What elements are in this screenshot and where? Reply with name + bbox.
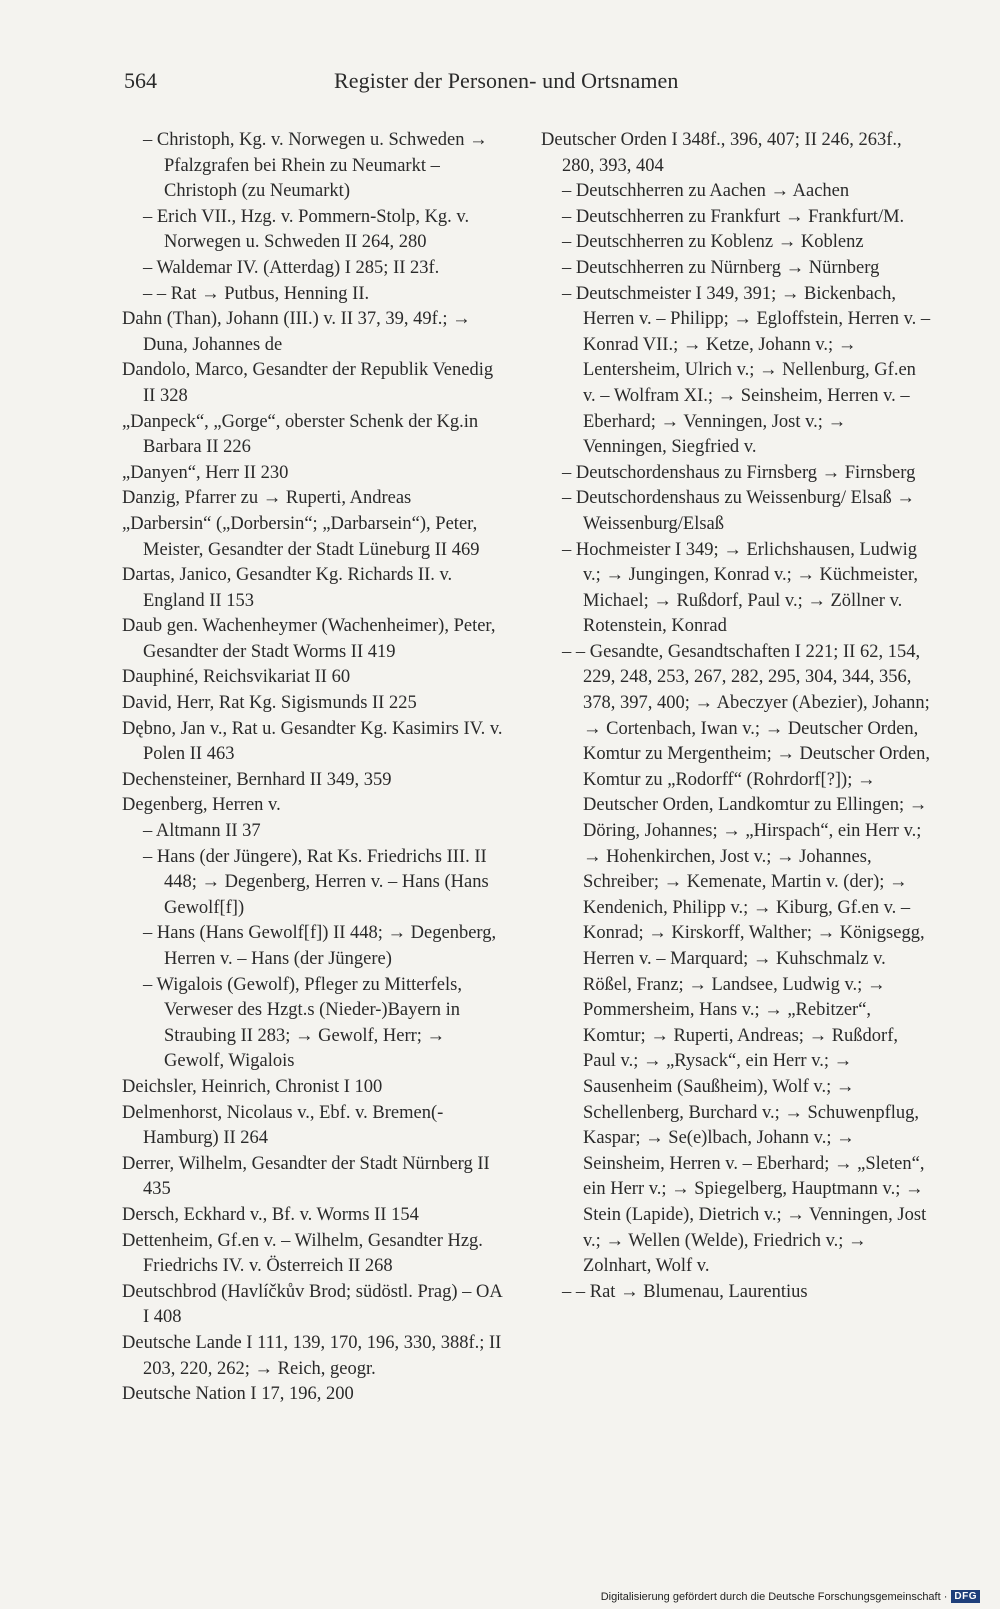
index-entry: – Christoph, Kg. v. Norwegen u. Schweden → Pfalzgrafen bei Rhein zu Neumarkt – Christoph (zu Neumarkt) [143,130,488,202]
index-entry: – Deutschmeister I 349, 391; → Bickenbach, Herren v. – Philipp; → Egloffstein, Herren v. – Konrad VII.; → Ketze, Johann v.; → Lentersheim, Ulrich v.; → Nellenburg, Gf.en v. – Wolfram XI.; → Seinsheim, Herren v. – Eberhard; → Venningen, Jost v.; → Venningen, Siegfried v. [562,283,931,458]
index-entry: Danzig, Pfarrer zu → Ruperti, Andreas [122,488,412,509]
index-entry: Deutsche Lande I 111, 139, 170, 196, 330, 388f.; II 203, 220, 262; → Reich, geogr. [122,1332,502,1379]
index-entry: David, Herr, Rat Kg. Sigismunds II 225 [122,693,417,714]
index-entry: Deutschbrod (Havlíčkův Brod; südöstl. Prag) – OA I 408 [122,1281,502,1328]
index-entry: Degenberg, Herren v. [122,795,281,816]
footer [601,1590,980,1603]
index-entry: Dahn (Than), Johann (III.) v. II 37, 39, 49f.; → Duna, Johannes de [122,309,471,355]
index-entry: – Deutschordenshaus zu Weissenburg/ Elsaß → Weissenburg/Elsaß [562,488,915,534]
index-entry: – Erich VII., Hzg. v. Pommern-Stolp, Kg. v. Norwegen u. Schweden II 264, 280 [143,206,470,253]
index-entry: Daub gen. Wachenheymer (Wachenheimer), Peter, Gesandter der Stadt Worms II 419 [122,616,496,662]
index-entry: Dersch, Eckhard v., Bf. v. Worms II 154 [122,1204,419,1225]
index-entry: „Darbersin“ („Dorbersin“; „Darbarsein“), Peter, Meister, Gesandter der Stadt Lüneburg II 469 [122,513,480,560]
index-entry: – – Gesandte, Gesandtschaften I 221; II 62, 154, 229, 248, 253, 267, 282, 295, 304, 344, 356, 378, 397, 400; → Abeczyer (Abezier), Johann; → Cortenbach, Iwan v.; → Deutscher Orden, Komtur zu Mergentheim; → Deutscher Orden, Komtur zu „Rodorff“ (Rohrdorf[?]); → Deutscher Orden, Landkomtur zu Ellingen; → Döring, Johannes; → „Hirspach“, ein Herr v.; → Hohenkirchen, Jost v.; → Johannes, Schreiber; → Kemenate, Martin v. (der); → Kendenich, Philipp v.; → Kiburg, Gf.en v. – Konrad; → Kirskorff, Walther; → Königsegg, Herren v. – Marquard; → Kuhschmalz v. Rößel, Franz; → Landsee, Ludwig v.; → Pommersheim, Hans v.; → „Rebitzer“, Komtur; → Ruperti, Andreas; → Rußdorf, Paul v.; → „Rysack“, ein Herr v.; → Sausenheim (Saußheim), Wolf v.; → Schellenberg, Burchard v.; → Schuwenpflug, Kaspar; → Se(e)lbach, Johann v.; → Seinsheim, Herren v. – Eberhard; → „Sleten“, ein Herr v.; → Spiegelberg, Hauptmann v.; → Stein (Lapide), Dietrich v.; → Venningen, Jost v.; → Wellen (Welde), Friedrich v.; → Zolnhart, Wolf v. [562,641,930,1277]
index-entry: „Danyen“, Herr II 230 [122,462,289,483]
index-entry: – Wigalois (Gewolf), Pfleger zu Mitterfels, Verweser des Hzgt.s (Nieder-)Bayern in Straubing II 283; → Gewolf, Herr; → Gewolf, Wigalois [143,974,462,1072]
index-entry: – – Rat → Blumenau, Laurentius [562,1281,808,1302]
footer-text: Digitalisierung gefördert durch die Deutsche Forschungsgemeinschaft · [600,1590,948,1603]
running-title: Register der Personen- und Ortsnamen [334,68,679,93]
index-entry: Deutsche Nation I 17, 196, 200 [122,1384,354,1405]
index-entry: Deutscher Orden I 348f., 396, 407; II 246, 263f., 280, 393, 404 [541,130,902,176]
index-entry: Dartas, Janico, Gesandter Kg. Richards II. v. England II 153 [122,565,453,611]
index-entry: Dechensteiner, Bernhard II 349, 359 [122,769,392,790]
dfg-logo: DFG [951,1590,980,1603]
index-entry: Dębno, Jan v., Rat u. Gesandter Kg. Kasimirs IV. v. Polen II 463 [122,718,503,765]
index-entry: – Hochmeister I 349; → Erlichshausen, Ludwig v.; → Jungingen, Konrad v.; → Küchmeister, Michael; → Rußdorf, Paul v.; → Zöllner v. Rotenstein, Konrad [562,539,918,637]
right-column [541,128,933,1305]
index-entry: Dandolo, Marco, Gesandter der Republik Venedig II 328 [122,360,494,406]
page-number: 564 [124,68,157,93]
index-entry: – Altmann II 37 [143,821,261,842]
index-entry: Dauphiné, Reichsvikariat II 60 [122,667,351,688]
left-column [122,128,508,1408]
index-entry: – Deutschherren zu Nürnberg → Nürnberg [562,257,880,278]
page-header [124,68,964,102]
index-entry: „Danpeck“, „Gorge“, oberster Schenk der Kg.in Barbara II 226 [122,411,479,458]
index-entry: Dettenheim, Gf.en v. – Wilhelm, Gesandter Hzg. Friedrichs IV. v. Österreich II 268 [122,1230,483,1277]
index-entry: Delmenhorst, Nicolaus v., Ebf. v. Bremen(-Hamburg) II 264 [122,1102,444,1149]
index-entry: – Waldemar IV. (Atterdag) I 285; II 23f. [143,257,440,278]
index-entry: – Hans (der Jüngere), Rat Ks. Friedrichs III. II 448; → Degenberg, Herren v. – Hans (Hans Gewolf[f]) [143,846,489,918]
index-entry: Deichsler, Heinrich, Chronist I 100 [122,1076,383,1097]
index-entry: – Deutschordenshaus zu Firnsberg → Firnsberg [562,462,916,483]
index-entry: Derrer, Wilhelm, Gesandter der Stadt Nürnberg II 435 [122,1153,490,1200]
index-entry: – Hans (Hans Gewolf[f]) II 448; → Degenberg, Herren v. – Hans (der Jüngere) [143,923,497,969]
index-entry: – – Rat → Putbus, Henning II. [143,283,370,304]
index-entry: – Deutschherren zu Frankfurt → Frankfurt/M. [562,206,905,227]
index-entry: – Deutschherren zu Koblenz → Koblenz [562,232,864,253]
index-entry: – Deutschherren zu Aachen → Aachen [562,181,850,202]
